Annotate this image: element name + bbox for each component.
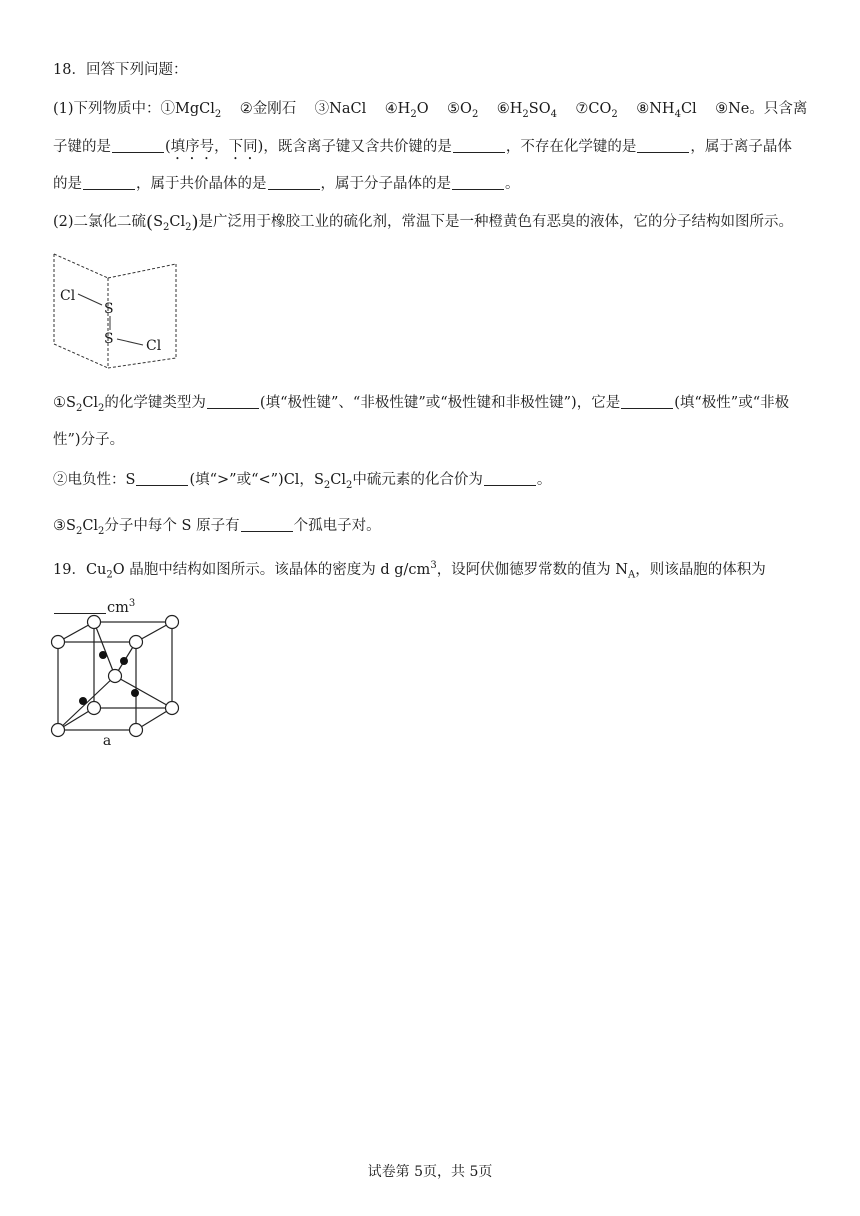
- q18-part1-line1: (1)下列物质中：①MgCl$_2$ ②金刚石 ③NaCl $④H_2O$ $⑤O_2$ $⑥H_2SO_4$ $⑦CO_2$ $⑧NH_4Cl$ ⑨Ne。只含离: [53, 101, 808, 120]
- q18-part1-line2: 子键的是 (填序号，下同)，既含离子键又含共价键的是 ，不存在化学键的是 ，属于离子晶体: [53, 139, 792, 155]
- answer-blank: [83, 175, 135, 190]
- q18-sub1-line1: $①S_2Cl_2$的化学键类型为 (填“极性键”、“非极性键”或“极性键和非极性键”)，它是 (填“极性”或“非极: [53, 395, 790, 414]
- s-atom-label: S: [104, 301, 114, 317]
- q18-title: 18．回答下列问题：: [53, 62, 188, 78]
- copper-atom: [131, 689, 139, 697]
- answer-blank: [637, 138, 689, 153]
- edge-length-label: a: [102, 733, 112, 749]
- cl-atom-label: Cl: [146, 338, 162, 354]
- answer-blank: [484, 471, 536, 486]
- oxygen-atom: [166, 616, 179, 629]
- oxygen-atom: [52, 636, 65, 649]
- page-footer: 试卷第 5页，共 5页: [367, 1164, 493, 1180]
- s-atom-label: S: [104, 331, 114, 347]
- q18-sub2: ②电负性：S (填“>”或“<”)Cl，$S_2Cl_2$中硫元素的化合价为 。: [53, 472, 552, 491]
- q19-answer-line: $cm^3$: [53, 594, 135, 618]
- cl-atom-label: Cl: [60, 288, 76, 304]
- answer-blank: [452, 175, 504, 190]
- s2cl2-structure-figure: [50, 250, 182, 372]
- oxygen-atom: [109, 670, 122, 683]
- q18-part1-line3: 的是 ，属于共价晶体的是 ，属于分子晶体的是 。: [53, 176, 520, 192]
- cu2o-unit-cell-figure: [48, 612, 180, 752]
- q19-text: 19．$Cu_2O$ 晶胞中结构如图所示。该晶体的密度为 d $g/cm^3$，设阿伏伽德罗常数的值为 $N_A$，则该晶胞的体积为: [53, 560, 766, 581]
- answer-blank: [207, 394, 259, 409]
- answer-blank: [453, 138, 505, 153]
- answer-blank: [136, 471, 188, 486]
- answer-blank: [112, 138, 164, 153]
- oxygen-atom: [88, 616, 101, 629]
- oxygen-atom: [88, 702, 101, 715]
- q18-part2-text: (2)二氯化二硫$(S_2Cl_2)$是广泛用于橡胶工业的硫化剂，常温下是一种橙黄色有恶臭的液体，它的分子结构如图所示。: [53, 212, 794, 233]
- oxygen-atom: [130, 724, 143, 737]
- copper-atom: [79, 697, 87, 705]
- answer-blank: [268, 175, 320, 190]
- oxygen-atom: [130, 636, 143, 649]
- q18-sub3: $③S_2Cl_2$分子中每个 S 原子有 个孤电子对。: [53, 518, 381, 537]
- copper-atom: [99, 651, 107, 659]
- answer-blank: [621, 394, 673, 409]
- q18-sub1-line2: 性”)分子。: [53, 432, 125, 448]
- copper-atom: [120, 657, 128, 665]
- oxygen-atom: [166, 702, 179, 715]
- oxygen-atom: [52, 724, 65, 737]
- answer-blank: [241, 517, 293, 532]
